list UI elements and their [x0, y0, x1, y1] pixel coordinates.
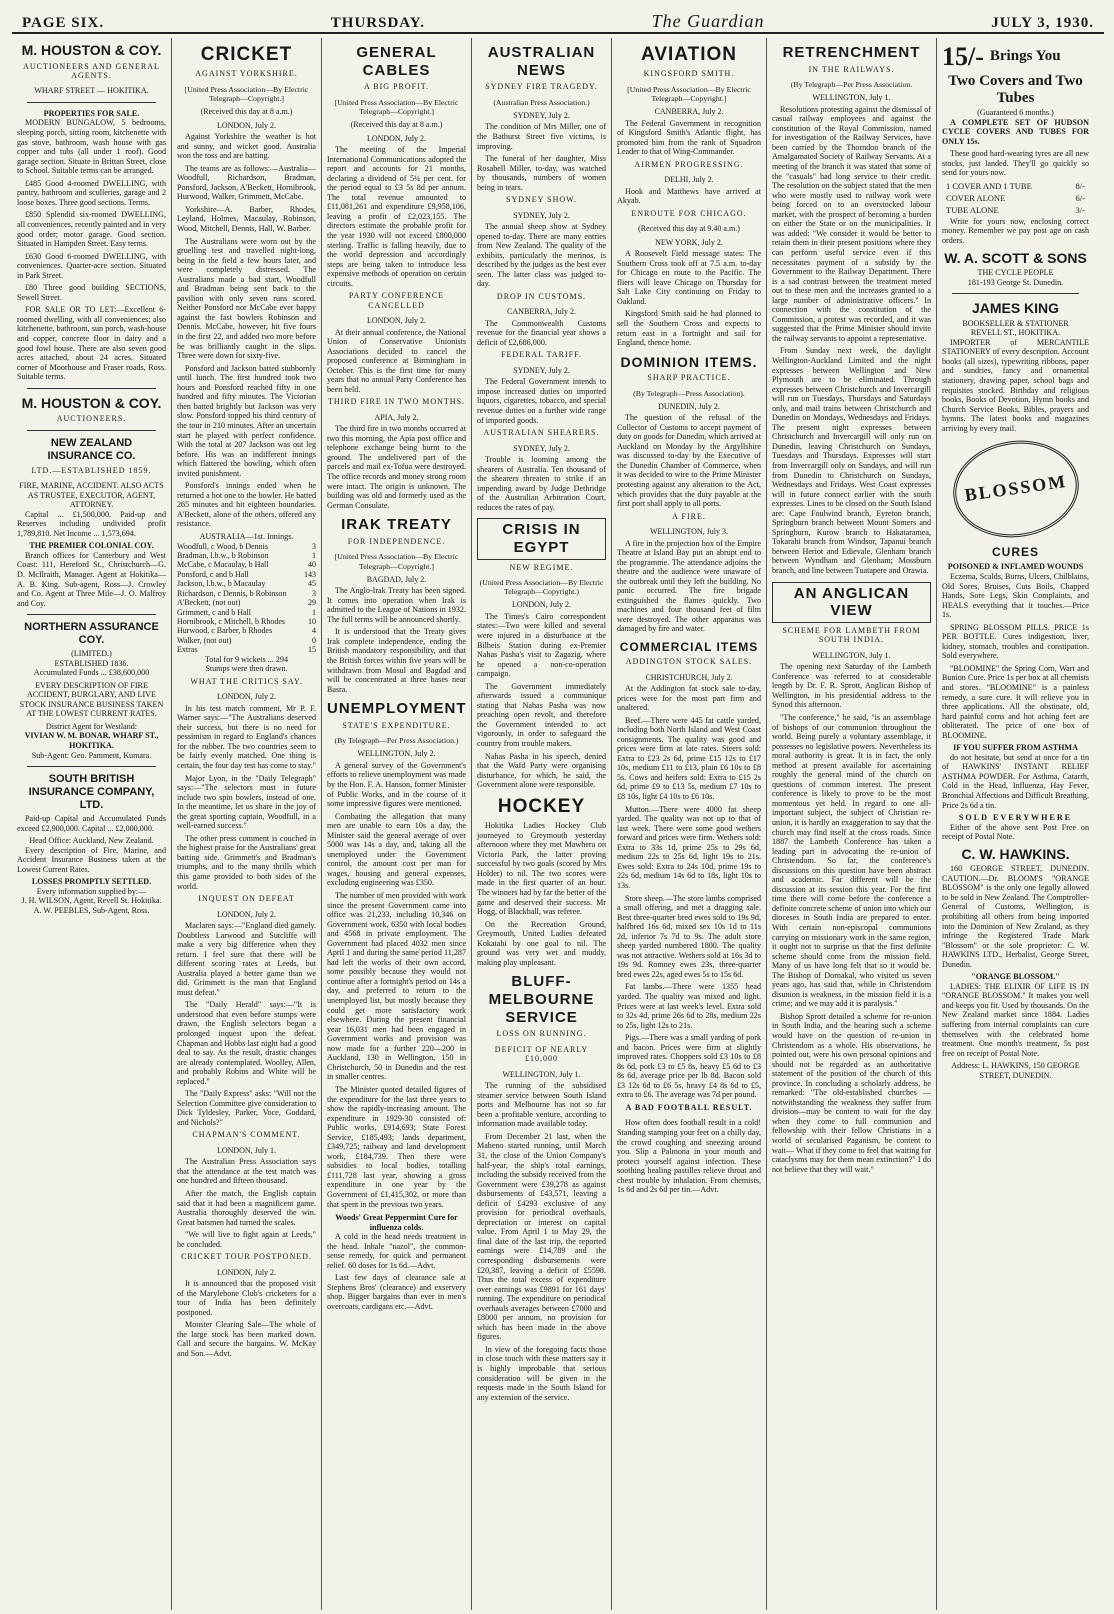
northern-text: EVERY DESCRIPTION OF FIRE ACCIDENT, BURGLARY, AND LIVE STOCK INSURANCE BUSINESS TAKEN AT THE LOWEST CURRENT RATES.	[19, 680, 164, 719]
wilson-agent: J. H. WILSON, Agent, Revell St. Hokitika.	[21, 896, 162, 906]
price-row: 1 COVER AND 1 TUBE 8/-	[946, 180, 1085, 191]
paragraph: The condition of Mrs Miller, one of the Bathurst Street five victims, is improving.	[477, 122, 606, 151]
football-heading: A BAD FOOTBALL RESULT.	[625, 1102, 753, 1112]
score-heading: AUSTRALIA—1st. Innings.	[199, 531, 294, 541]
paragraph: The Australian Press Association says that the attendance at the test match was one hundred and fifteen thousand.	[177, 1157, 316, 1186]
paragraph: Ponsford's innings ended when he returned a hot one to the bowler. He batted 265 minutes and hit eighteen boundaries. A'Beckett, alone of the others, offered any resistance.	[177, 481, 316, 529]
paragraph: After the match, the English captain said that it had been a magnificent game. Australia thoroughly deserved the win. Great batsmen had turned the scales.	[177, 1189, 316, 1227]
dateline: LONDON, July 2.	[366, 133, 427, 143]
paragraph: Ponsford and Jackson batted stubbornly until lunch. The first hundred took two hours and Ponsford reached fifty in one hundred and fifty minutes. The Victorian then batted brightly but Jackson was very slow. Ponsford topped his third century of the tour in 210 minutes. After an uncertain start he played with perfect confidence. With the total at 207 Jackson was out leg before. His was an indifferent innings which flattered the bowling, which often invited punishment.	[177, 363, 316, 478]
dateline: APIA, July 2.	[374, 412, 419, 422]
column-ads-right	[937, 38, 1094, 1610]
paragraph: Hokitika Ladies Hockey Club journeyed to Greymouth yesterday afternoon where they met Mawhera on Victoria Park, the latter proving successful by two goals (scored by Mrs Holder) to nil. The two scores were made in the first quarter of an hour. The winners had by far the better of the game and deserved their success. Mr Hogg, of Blackball, was referee.	[477, 821, 606, 917]
aviation-sub: KINGSFORD SMITH.	[643, 69, 735, 79]
score-row: Hurwood, c Barber, b Rhodes 4	[177, 626, 316, 636]
paragraph: The funeral of her daughter, Miss Rosabell Miller, to-day, was watched by thousands, numbers of women being in tears.	[477, 154, 606, 192]
dateline: SYDNEY, July 2.	[513, 365, 570, 375]
props-heading: PROPERTIES FOR SALE.	[43, 108, 140, 118]
stumps: Stumps were then drawn.	[205, 664, 288, 674]
paragraph: The Federal Government in recognition of Kingsford Smith's Atlantic flight, has promoted him from the rank of Squadron Leader to that of Wing-Commander.	[617, 118, 761, 157]
retrenchment-sub: IN THE RAILWAYS.	[808, 64, 895, 74]
nz-insurance-capital: Capital ... £1,500,000. Paid-up and Reserves including undivided profit 1,789,810. Net Income ... 1,573,694.	[17, 509, 166, 538]
nz-insurance-title: NEW ZEALAND INSURANCE CO.	[47, 436, 136, 462]
nz-insurance-sub: LTD.—ESTABLISHED 1859.	[31, 465, 152, 475]
asthma-text: do not hesitate, but send at once for a tin of HAWKINS' INSTANT RELIEF ASTHMA POWDER. For Asthma, Catarrh, Cold in the Head, Influenza, Hay Fever, Bronchial Affections and Difficult Breathing. Price 2s 6d a tin.	[942, 752, 1089, 810]
tariff-heading: FEDERAL TARIFF.	[501, 350, 582, 360]
dateline: WELLINGTON, July 3.	[649, 527, 729, 537]
score-row: Woodfull, c Wood, b Dennis 3	[177, 541, 316, 551]
paragraph: Kingsford Smith said he had planned to sell the Southern Cross and expects to return east in a fortnight and sail for England, thence home.	[617, 309, 761, 348]
hawkins-address: Address: L. HAWKINS, 150 GEORGE STREET, DUNEDIN.	[951, 1061, 1080, 1080]
king-text: IMPORTER of MERCANTILE STATIONERY of every description. Account books (all sizes), typewriting ribbons, paper and sundries, fancy and ornamental stationery, drawing paper, school bags and requisites stocked. Birthday and religious books, Books of Devotion, Hymn books and Church Service Books, Bibles, prayers and hymns. The latest books and magazines arriving by every mail.	[942, 337, 1089, 433]
dateline: LONDON, July 2.	[511, 600, 572, 610]
asthma-heading: IF YOU SUFFER FROM ASTHMA	[953, 743, 1078, 753]
paragraph: From December 21 last, when the Maheno started running, until March 31, the close of the Union Company's half-year, the ship's total earnings, including the subsidy received from the Government were £39,278 as against disbursements of £43,571, leaving a deficit of £4293 exclusive of any provision for periodical overhauls, depreciation or interest on capital value. From April 1 to May 29, the final date of the last trip, the reported earnings were £14,789 and the corresponding disbursements were £20,387, leaving a deficit of £5598. Thus the total excess of expenditure over earnings was £9891 for 161 days' running. The expenditure on periodical overhauls averages between £7000 and £8000 per annum, no provision for which has been made in the above figures.	[477, 1131, 606, 1342]
bloomine-text: "BLOOMINE" the Spring Corn, Wart and Bunion Cure. Price 1s per box at all chemists and stores. "BLOOMINE" is a painless remedy, a sure cure. It will relieve you in three applications. All the obstinate, old, hard painful corns and hot aching feet are obliterated. The price of one box of BLOOMINE.	[942, 663, 1089, 740]
fire-heading: THIRD FIRE IN TWO MONTHS.	[327, 397, 466, 407]
bluff-sub: LOSS ON RUNNING.	[496, 1029, 587, 1039]
received-line: (Received this day at 8 a.m.)	[350, 120, 443, 130]
fire-heading: A FIRE.	[672, 511, 706, 521]
paragraph: The Government immediately afterwards issued a communique stating that Nahas Pasha was now preaching open revolt, and therefore the Government intended to act vigorously, in order to safeguard the country from trouble makers.	[477, 681, 606, 748]
advert-text: A cold in the head needs treatment in the head. Inhale "nazol", the common-sense remedy, for quick and permanent relief. 60 doses for 1s 6d.—Advt.	[327, 1232, 466, 1270]
scott-sub: THE CYCLE PEOPLE	[977, 268, 1054, 278]
dateline: SYDNEY, July 2.	[513, 210, 570, 220]
column-general-cables	[322, 38, 472, 1610]
write-text: Write for yours now, enclosing correct money. Remember we pay post age on cash orders.	[942, 216, 1089, 246]
cures-heading: CURES	[991, 545, 1039, 560]
property-listing: £80 Three good building SECTIONS, Sewell Street.	[17, 283, 166, 302]
irak-heading: IRAK TREATY	[341, 516, 452, 534]
shearers-heading: AUSTRALIAN SHEARERS.	[483, 428, 600, 438]
northern-title: NORTHERN ASSURANCE COY.	[24, 621, 159, 647]
paragraph: The Federal Government intends to impose increased duties on imported liquors, cigarettes, tobacco, and special revenue duties on a further wide range of imported goods.	[477, 377, 606, 425]
houston-address: WHARF STREET — HOKITIKA.	[34, 86, 149, 96]
northern-sub: (LIMITED.)	[71, 649, 112, 659]
sub-agent: Sub-Agent: Geo. Pamment, Kumara.	[31, 750, 152, 760]
credit-line: (Australian Press Association.)	[493, 97, 590, 107]
paragraph: Trouble is looming among the shearers of Australia. Ten thousand of the shearers threaten to strike if an impending award by Judge Dethridge of the Australian Arbitration Court, reduces the rates of pay.	[477, 454, 606, 512]
paragraph: A Roosevelt Field message states: The Southern Cross took off at 7.5 a.m. to-day for Chicago en route to the Pacific. The fliers will leave Chicago on Thursday for Salt Lake City continuing on Friday to Oakland.	[617, 249, 761, 306]
paragraph: Maclaren says:—"England died gamely. Doubtless Larwood and Sutcliffe will make a very big difference when they return. I feel sure that there will be different scoring rates at Leeds, but Australia played a better game than we did. Grimmett is the man that England must defeat."	[177, 921, 316, 997]
tyre-guarantee: (Guaranteed 6 months.)	[977, 108, 1054, 118]
anglican-heading: AN ANGLICAN VIEW	[772, 582, 931, 623]
divider	[27, 614, 156, 615]
property-listing: £485 Good 4-roomed DWELLING, with pantry, bathroom and sculleries, garage and 2 loose boxes. Three good sections. Terms.	[17, 178, 166, 207]
paragraph: The annual sheep show at Sydney opened to-day. There are many entries from New Zealand. The quality of the exhibits, particularly the merinos, is described by the judges as the best ever seen. The latter class was judged to-day.	[477, 222, 606, 289]
dateline: CANBERRA, July 2.	[654, 107, 724, 117]
score-row: Grimmett, c and b Hall 1	[177, 607, 316, 617]
paragraph: The Times's Cairo correspondent states:—Two were killed and several were injured in a disturbance at the Bilbeis Station during ex-Premier Nahas Pasha's visit to Zagazig, where he opened a non-co-operation campaign.	[477, 611, 606, 679]
credit-line: [United Press Association—By Electric Telegraph—Copyright.]	[334, 97, 459, 116]
paragraph: The question of the refusal of the Collector of Customs to accept payment of duty on goods for Dunedin, which arrived at Auckland on Monday by the Argyllshire was discussed to-day by the Executive of the Dunedin Chamber of Commerce, when it was decided to wire to the Prime Minister protesting against any alteration to the Act, which provides that the duty payable at the first port shall apply to all ports.	[617, 413, 761, 509]
losses-settled: LOSSES PROMPTLY SETTLED.	[31, 877, 152, 887]
property-listing: MODERN BUNGALOW, 5 bedrooms, sleeping porch, sitting room, kitchenette with gas stove, bathroom, wash house with gas copper and tubs (all under 1 roof). Good garage section. Situate in Brittan Street, close to School. Suitable terms can be arranged.	[17, 118, 166, 176]
houston-title: M. HOUSTON & COY.	[21, 42, 162, 58]
sydney-fire-sub: SYDNEY FIRE TRAGEDY.	[485, 82, 598, 92]
cricket-heading: CRICKET	[200, 44, 293, 65]
paragraph: Yorkshire—A. Barber, Rhodes, Leyland, Holmes, Macaulay, Robinson, Wood, Mitchell, Dennis, Hall, W. Barber.	[177, 204, 316, 234]
paragraph: Bishop Sprott detailed a scheme for re-union in South India, and the hearing such a scheme would have on the question of re-union in Christendom as a whole. His observations, he pointed out, were his own personal opinions and should not be regarded as an authoritative statement of the position of the church of this province. In concluding a scholarly address, he remarked: "The old-established churches —notwithstanding the weakness they suffer from division—may be content to wait for the day when they come to full communion and fellowship with their fellow Christians in a world of secularised Paganism, be content to wait— What if they come to feel that waiting for cataclysms may for them mean extinction?" I do not believe that they will wait."	[772, 1011, 931, 1174]
paragraph: It is announced that the proposed visit of the Marylebone Club's cricketers for a tour of India has been definitely postponed.	[177, 1279, 316, 1317]
bluff-heading: BLUFF-MELBOURNE SERVICE	[488, 973, 595, 1026]
ladies-text: LADIES: THE ELIXIR OF LIFE IS IN "ORANGE BLOSSOM." It makes you well and keeps you fit. Used by thousands. On the New Zealand market since 1884. Ladies suffering from internal complaints can cure themselves with the celebrated home treatment. One month's treatment, 5s post free on receipt of Postal Note.	[942, 981, 1089, 1058]
egypt-sub: NEW REGIME.	[509, 562, 574, 572]
credit-line: [United Press Association—By Electric Telegraph—Copyright.]	[334, 552, 459, 571]
paragraph: "We will live to fight again at Leeds," he concluded.	[177, 1230, 316, 1249]
scott-address: 181-193 George St. Dunedin.	[967, 277, 1064, 287]
nz-insurance-line: FIRE, MARINE, ACCIDENT. ALSO ACTS AS TRUSTEE, EXECUTOR, AGENT, ATTORNEY.	[19, 481, 164, 510]
column-retrenchment	[767, 38, 937, 1610]
dateline: CHRISTCHURCH, July 2.	[645, 672, 733, 682]
either-text: Either of the above sent Post Free on receipt of Postal Note.	[942, 822, 1089, 842]
column-australian-news	[472, 38, 612, 1610]
paper-title: The Guardian	[651, 11, 765, 31]
commercial-heading: COMMERCIAL ITEMS	[619, 639, 759, 654]
cables-sub: A BIG PROFIT.	[363, 82, 430, 92]
king-address: REVELL ST., HOKITIKA.	[970, 328, 1061, 338]
unemployment-sub: STATE'S EXPENDITURE.	[342, 720, 451, 730]
dominion-heading: DOMINION ITEMS.	[620, 353, 758, 370]
paragraph: A fire in the projection box of the Empire Theatre at Island Bay put an abrupt end to the programme. The attendance adjoins the theatre and the audience were unaware of the outbreak until they left the building. No panic occurred. The fire brigade extinguished the flames quickly. Two machines and four thousand feet of film were destroyed. The other apparatus was damaged by fire and water.	[617, 538, 761, 634]
orange-blossom: "ORANGE BLOSSOM."	[971, 972, 1060, 982]
dateline: DELHI, July 2.	[664, 175, 714, 185]
paragraph: In his test match comment, Mr P. F. Warner says:—"The Australians deserved their success, but there is no need for pessimism in regard to England's chances for the rubber. The two countries seem to be fairly evenly matched. One thing is certain, the four day test has come to stay."	[177, 703, 316, 771]
general-cables-heading: GENERAL CABLES	[356, 44, 437, 79]
retrenchment-heading: RETRENCHMENT	[782, 44, 921, 61]
vivian-bonar: VIVIAN W. M. BONAR, WHARF ST., HOKITIKA.	[24, 731, 159, 750]
scorecard	[177, 542, 316, 655]
pills-text: SPRING BLOSSOM PILLS. PRICE 1s PER BOTTLE. Cures indigestion, liver, kidney, stomach, troubles and constipation. Sold everywhere.	[942, 622, 1089, 661]
paragraph: The "Daily Herald" says:—"It is understood that even before stumps were drawn, the English selectors began a prolonged inquest upon the defeat. Chapman and Hobbs last night had a good deal to say. As the result, drastic changes are already contemplated. Woolley, Allen, and probably Robins and White will be replaced."	[177, 1000, 316, 1086]
hawkins-text: 160 GEORGE STREET, DUNEDIN. CAUTION.—Dr. BLOOM'S "ORANGE BLOSSOM" is the only one legally allowed to be sold in New Zealand. The Comptroller-General of Customs, Wellington, is prohibiting all others from being imported into the Dominion of New Zealand, as they infringe the Registered Trade Mark "Blossom" or the sole proprietor: C. W. HAWKINS LTD., Herbalist, George Street, Dunedin.	[942, 864, 1089, 969]
score-row: Bradman, l.b.w., b Robinson 1	[177, 550, 316, 560]
paragraph: Mutton.—There were 4000 fat sheep yarded. The quality was not up to that of last week. There were some good wethers forward and prices were firm. Wethers sold: Extra to 33s 1d, prime 25s to 29s 6d, medium 22s to 25s 6d, light 19s to 21s. Ewes sold: Extra to 24s 10d, prime 19s to 22s 6d, medium 14s 6d to 18s, light 10s to 13s.	[617, 804, 761, 890]
poisoned-wounds: POISONED & INFLAMED WOUNDS	[947, 562, 1084, 572]
paragraph: "The conference," he said, "is an assemblage of bishops of our communion throughout the world. Being purely a voluntary assemblage, it possesses no legislative powers. Nevertheless its moral authority is great. It is in fact, the only method at present available for ascertaining roughly the general mind of the church on questions of common interest. The present conference is likely to prove to be the most momentous yet held. In regard to one all-important subject, the subject of Christian re-union, it is hardly an exaggeration to say that the church may find itself at the cross roads. Since 1887 the Lambeth Conference has taken a leading part in advocating the re-union of Christendom. So far, the conference's discussions on this question have been abstract and academic. Far different will be the discussion at its session this year. For the first time there will come before the conference a definite concrete scheme of union into which our dioceses in South India are prepared to enter. With certain non-episcopal communions carrying on missionary work in the same region, it ought not to surprise us that the first definite scheme should come from the mission field. Many of us have long felt that so it would be. The Bishop of Dornakal, who visited us seven years ago, has said that, while in Christendom disunion is weakness, in the mission field it is a crime; and we may add it is paralysis."	[772, 712, 931, 1009]
paragraph: The "Daily Express" asks: "Will not the Selection Committee give consideration to Dick Tyldesley, Parker, Voce, Goddard, and Nichols?"	[177, 1089, 316, 1127]
credit-line: (By Telegraph—Per Press Association.)	[334, 736, 459, 746]
credit-line: (United Press Association—By Electric Telegraph—Copyright.)	[479, 578, 604, 597]
scott-title: W. A. SCOTT & SONS	[944, 249, 1087, 266]
paragraph: In view of the foregoing facts those in close touch with these matters say it is highly improbable that serious consideration will be given in the requests made in the South Island for any extension of the service.	[477, 1344, 606, 1402]
paragraph: Hook and Matthews have arrived at Akyab.	[617, 186, 761, 206]
sold-everywhere: SOLD EVERYWHERE	[958, 813, 1073, 823]
paragraph: The opening next Saturday of the Lambeth Conference was referred to at considerable length by Dr. F. R. Sprott, Anglican Bishop of Wellington, in his presidential address to the Synod this afternoon.	[772, 662, 931, 710]
price-row: COVER ALONE 6/-	[946, 192, 1085, 203]
paragraph: On the Recreation Ground, Greymouth, United Ladies defeated Kokatahi by one goal to nil. The ground was very wet and muddy, making play unpleasant.	[477, 919, 606, 967]
hudson-desc: These good hard-wearing tyres are all new stocks, just landed. They'll go quickly so send for yours now.	[942, 149, 1089, 178]
houston-title-2: M. HOUSTON & COY.	[21, 394, 162, 411]
divider	[27, 102, 156, 103]
paragraph: Nahas Pasha in his speech, denied that the Wafd Party were organising disturbance, for which, he said, the Government alone were responsible.	[477, 751, 606, 790]
hawkins-title: C. W. HAWKINS.	[961, 845, 1070, 862]
king-title: JAMES KING	[971, 300, 1060, 317]
paragraph: Major Lyon, in the "Daily Telegraph" says:—"The selectors must in future include two spin bowlers, instead of one. In the meantime, let us share in the joy of the great sporting captain, Woodfull, in a well-earned success."	[177, 773, 316, 831]
credit-line: [United Press Association—By Electric Telegraph—Copyright.]	[627, 84, 751, 104]
received-line: (Received this day at 9.40 a.m.)	[638, 224, 740, 234]
paragraph: It is understood that the Treaty gives Irak complete independence, ending the British mandatory responsibility, and that the British forces within five years will be withdrawn from Mosul and Bagdad and will be concentrated at three bases near Basra.	[327, 627, 466, 694]
paragraph: The other press comment is couched in the highest praise for the Australians' great batting side. Grimmett's and Bradman's triumphs, and to the many thrills which this game provided to both sides of the world.	[177, 833, 316, 891]
paragraph: The Australians were worn out by the gruelling test and travelled night-long, being in the field a few hours later, and were completely distressed. The Australians made a bad start, Woodfull and Bradman being sent back to the pavilion with only seven runs scored. Neither Ponsford nor McCabe ever happy against the fast bowlers Robinson and Dennis. McCabe, however, hit five fours in the first 22, and added two more before he was brilliantly caught in the slips. Three were down for sixty-five.	[177, 236, 316, 361]
score-row: McCabe, c Macaulay, b Hall 40	[177, 560, 316, 570]
cures-text: Eczema, Scalds, Burns, Ulcers, Chilblains, Old Sores, Bruises, Cuts Boils, Chapped Hands, Sore Legs, Skin Complaints, and HEALS everything that it touches.—Price 1s.	[942, 571, 1089, 620]
south-british-capital: Paid-up Capital and Accumulated Funds exceed £2,900,000. Capital ... £2,000,000.	[17, 814, 166, 833]
dateline: NEW YORK, July 2.	[655, 237, 723, 247]
score-row: Ponsford, c and b Hall 143	[177, 569, 316, 579]
paragraph: The number of men provided with work since the present Government came into office was 21,233, including 10,346 on Government work, 6350 with local bodies and 4568 in private employment. The Government had placed 4032 men since April 1 and during the same period 11,287 had left the works of their own accord, some possibly because they would not continue after a fortnight's period on 14s a day, and preferred to return to the unemployed list, but mostly because they could get more satisfactory work elsewhere. During the present financial year 16,031 men had been engaged in Government works and provision was now made for a further 220—200 in Auckland, 130 in Wellington, 150 in Christchurch, 50 in Dunedin and the rest in smaller centres.	[327, 891, 466, 1082]
dateline: LONDON, July 2.	[216, 909, 277, 919]
dateline: LONDON, July 2.	[216, 1267, 277, 1277]
dateline: CANBERRA, July 2.	[507, 307, 576, 317]
tyre-price: 15/-	[942, 42, 984, 71]
unemployment-heading: UNEMPLOYMENT	[327, 700, 467, 718]
bluff-sub-2: DEFICIT OF NEARLY £10,000	[494, 1044, 589, 1064]
issue-date: JULY 3, 1930.	[991, 15, 1094, 31]
column-aviation	[612, 38, 767, 1610]
advert-text: Last few days of clearance sale at Stephens Bros' (clearance) and exservery shop. Bigger bargains than ever in men's overcoats, cardigans etc.—Advt.	[327, 1273, 466, 1311]
paragraph: The meeting of the Imperial International Communications adopted the report and accounts for 21 months, declaring a dividend of 5¼ per cent. for the period equal to £3 5s 8d per annum. The total revenue amounted to £11,081,261 and expenditure £9,958,106, leaving a profit of £2,023,155. The directors estimate the probable profit for the year 1930 will not exceed £800,000 sterling. Traffic is falling heavily, due to the world depression and accordingly steps are being taken to introduce less expensive methods of operation on certain circuits.	[327, 145, 466, 288]
south-british-text: Every description of Fire, Marine, and Accident Insurance Business taken at the Lowest Current Rates.	[17, 845, 166, 874]
dateline: BAGDAD, July 2.	[366, 574, 427, 584]
blossom-seal-icon: BLOSSOM	[946, 433, 1084, 546]
divider	[27, 766, 156, 767]
dateline: LONDON, July 2.	[216, 120, 277, 130]
dateline: WELLINGTON, July 2.	[357, 749, 436, 759]
page-number: PAGE SIX.	[22, 15, 105, 31]
anglican-sub: SCHEME FOR LAMBETH FROM SOUTH INDIA.	[782, 625, 921, 645]
hudson-text: A COMPLETE SET OF HUDSON CYCLE COVERS AND TUBES FOR ONLY 15s.	[942, 117, 1089, 146]
property-listing: £850 Splendid six-roomed DWELLING, all conveniences, recently painted and in very good order; motor garage. Good section. Situated in Hampden Street. Easy terms.	[17, 210, 166, 249]
dominion-sub: SHARP PRACTICE.	[647, 373, 731, 383]
airmen-heading: AIRMEN PROGRESSING.	[634, 159, 744, 169]
tyre-ad-header	[942, 42, 1089, 73]
masthead	[12, 8, 1104, 34]
commercial-sub: ADDINGTON STOCK SALES.	[625, 657, 753, 667]
paragraph: Store sheep.—The store lambs comprised a small offering, and met a dragging sale. Best three-quarter bred ewes sold to 19s 9d, halfbred 16s 6d, mixed sex 10s 1d to 11s 2d, inferior 7s 7d to 9s. The adult store sheep yarded numbered 1800. The quality was not attractive. Wethers sold at 16s 3d to 19s 9d. Romney ewes 23s, three-quarter bred ewes 22s, aged ewes 5s to 15s 6d.	[617, 893, 761, 979]
northern-established: ESTABLISHED 1836.	[54, 658, 129, 668]
paragraph: The Minister quoted detailed figures of the expenditure for the last three years to show the rapidly-increasing amount. The expenditure in 1929-30 consisted of: Public works, £914,693; State Forest Service, £185,493; lands department, £349,725; railway and land development work, £184,739. Then there were subsidies to local bodies, totalling £111,728 last year, showing a gross expenditure in one year by the Government of £1,415,302, or more than that spent in the previous two years.	[327, 1084, 466, 1209]
irak-sub: FOR INDEPENDENCE.	[347, 536, 446, 546]
dateline: SYDNEY, July 2.	[513, 111, 570, 120]
houston-sub: AUCTIONEERS AND GENERAL AGENTS.	[23, 61, 160, 80]
south-british-title: SOUTH BRITISH INSURANCE COMPANY, LTD.	[28, 773, 155, 812]
peebles-agent: A. W. PEEBLES, Sub-Agent, Ross.	[33, 905, 150, 915]
paragraph: Fat lambs.—There were 1355 head yarded. The quality was mixed and light. Prices were at last week's level. Extra sold to 32s 4d, prime 26s 6d to 28s, medium 22s to 25s, light 12s to 21s.	[617, 982, 761, 1030]
paragraph: The teams are as follows:—Australia—Woodfull, Richardson, Bradman, Ponsford, Jackson, A'Beckett, Hornibrook, Hurwood, Walker, Grimmett, McCabe.	[177, 163, 316, 202]
divider	[27, 430, 156, 431]
paragraph: The third fire in two months occurred at two this morning, the Apia post office and telephone exchange being burnt to the ground. The undelivered part of the parcels and mail ex-Tofua were destroyed. The office records and money strong room were intact. The origin is unknown. The building was old and formerly used as the German Consulate.	[327, 424, 466, 510]
south-british-office: Head Office: Auckland, New Zealand.	[29, 836, 154, 846]
brings-you: Brings You	[989, 48, 1061, 65]
dateline: LONDON, July 1.	[216, 1145, 277, 1155]
paragraph: At their annual conference, the National Union of Conservative Unionists Associations decided to cancel the proposed conference at Birmingham in October. This is the first time for many years that no annual Party Conference has been held.	[327, 327, 466, 394]
score-row: Jackson, l.b.w., b Macaulay 45	[177, 579, 316, 589]
paragraph: How often does football result in a cold! Standing stamping your feet on a chilly day, the crowd coughing and sneezing around you. Slip a Palmona in your mouth and protect yourself against infection. These soothing healing pastilles relieve throat and chest trouble by inhalation. From chemists, 1s 6d and 2s 6d per tin.—Advt.	[617, 1118, 761, 1195]
score-total: Total for 9 wickets ... 294	[204, 654, 289, 664]
paragraph: The running of the subsidised steamer service between South Island ports and Melbourne has not so far been a profitable venture, according to information made available today.	[477, 1081, 606, 1129]
party-heading: PARTY CONFERENCE CANCELLED	[348, 291, 445, 310]
chapman-heading: CHAPMAN'S COMMENT.	[192, 1130, 301, 1140]
dateline: WELLINGTON, July 1.	[812, 93, 891, 103]
credit-line: (By Telegraph—Press Association).	[633, 388, 745, 398]
score-row: Walker, (not out) 0	[177, 635, 316, 645]
dateline: WELLINGTON, July 1.	[502, 1069, 581, 1079]
chicago-heading: ENROUTE FOR CHICAGO.	[631, 208, 747, 218]
paragraph: Beef.—There were 445 fat cattle yarded, including both North Island and West Coast consignments. The quality was good and prices were firm at late rates. Steers sold: Extra to £23 2s 6d, prime £15 12s to £17 10s, medium £11 to £13, plain £6 10s to £8 5s. Cows and heifers sold: Extra to £15 2s 6d, prime £9 to £13 5s, medium £7 10s to £8 10s, light £4 10s to £6 10s.	[617, 715, 761, 802]
credit-line: (By Telegraph—Per Press Association.	[790, 80, 913, 90]
divider	[952, 293, 1079, 294]
branch-offices: Branch offices for Canterbury and West Coast: 111, Hereford St., Christchurch—G. D. McIlraith, Manager. Agent at Hokitika—A. B. King. Sub-agent, Ross—J. Crowley and Co. Agent at Three Mile—J. O. Malfroy and Coy.	[17, 550, 166, 608]
dateline: LONDON, July 2.	[366, 316, 427, 326]
score-row: A'Beckett, (not out) 29	[177, 598, 316, 608]
received-line: (Received this day at 8 a.m.)	[200, 107, 293, 117]
critics-heading: WHAT THE CRITICS SAY.	[190, 676, 303, 686]
property-listing: FOR SALE OR TO LET:—Excellent 6-roomed dwelling, with all conveniences; also kitchenette, bathroom, sun porch, wash-house and copper, concrete floor in dairy and a good fowl house. There are also seven good acres attached, about 24 acres. Situated corner of Moorhouse and Fraser roads, Ross. Suitable terms.	[17, 305, 166, 382]
score-row: Extras 15	[177, 645, 316, 655]
sydney-show-heading: SYDNEY SHOW.	[506, 195, 577, 205]
district-agent: District Agent for Westland:	[45, 721, 138, 731]
houston-sub-2: AUCTIONEERS.	[56, 414, 127, 424]
paragraph: At the Addington fat stock sale to-day, prices were for the most part firm and unaltered.	[617, 684, 761, 713]
score-row: Hornibrook, c Mitchell, b Rhodes 10	[177, 617, 316, 627]
paragraph: Against Yorkshire the weather is hot and sunny, and wicket good. Australia won the toss and are batting.	[177, 132, 316, 161]
king-sub: BOOKSELLER & STATIONER	[962, 318, 1069, 328]
inquest-heading: INQUEST ON DEFEAT	[198, 894, 295, 904]
tour-heading: CRICKET TOUR POSTPONED.	[181, 1252, 312, 1262]
paragraph: Combating the allegation that many men are unable to earn 10s a day, the Minister said the general average of over 5000 was 14s a day, and, taking all the unemployed under the Government control, the amount cost per man for wages, housing and general expenses, excluding engineering was £350.	[327, 811, 466, 888]
dateline: SYDNEY, July 2.	[513, 443, 570, 453]
paragraph: The Commonwealth Customs revenue for the financial year shows a deficit of £2,686,000.	[477, 318, 606, 347]
info-supplied: Every information supplied by:—	[36, 886, 147, 896]
egypt-heading: CRISIS IN EGYPT	[477, 518, 606, 559]
customs-heading: DROP IN CUSTOMS.	[496, 291, 587, 301]
paragraph: The Anglo-Irak Treaty has been signed. It comes into operation when Irak is admitted to the League of Nations in 1932. The full terms will be announced shortly.	[327, 586, 466, 624]
credit-line: [United Press Association—By Electric Telegraph—Copyright.]	[184, 84, 309, 104]
aviation-heading: AVIATION	[641, 44, 737, 65]
column-advertisements	[12, 38, 172, 1610]
dateline: LONDON, July 2.	[216, 692, 277, 702]
column-cricket	[172, 38, 322, 1610]
day: THURSDAY.	[330, 15, 425, 31]
paragraph: A general survey of the Government's efforts to relieve unemployment was made by the Hon. F. A. Hanson, former Minister of Public Works, and in the course of it some impressive figures were mentioned.	[327, 760, 466, 809]
paragraph: Pigs.—There was a small yarding of pork and bacon. Prices were firm at slightly improved rates. Choppers sold £3 10s to £8 8s 6d, pork £3 to £5 8s, heavy £5 6d to £3 8s 6d, average price per lb 8d. Bacon sold £3 12s 6d to £6 5s, heavy £4 8s 6d to £5, extra to £6. The average was 7d per pound.	[617, 1033, 761, 1100]
score-row: Richardson, c Dennis, b Robinson 3	[177, 588, 316, 598]
premier-colonial: THE PREMIER COLONIAL COY.	[29, 541, 154, 551]
price-row: TUBE ALONE 3/-	[946, 204, 1085, 215]
advert-heading: Woods' Great Peppermint Cure for influenza colds.	[335, 1213, 458, 1232]
divider	[27, 388, 156, 389]
paragraph: From Sunday next week, the daylight Wellington-Auckland Limited and the night expresses between Wellington and New Plymouth are to be eliminated. Through expresses between Christchurch and Invercargill will run on Tuesdays, Thursdays and Saturdays only, and mail trains between Christchurch and Dunedin on Mondays, Wednesdays and Fridays. The present night expresses between Christchurch and Invercargill will only run on Dunedin, leaving Christchurch on Sundays, Tuesdays and Thursdays. Expresses will start from Invercargill only on Sundays, and will run from Dunedin to Christchurch on Sundays, Wednesdays and Fridays. West Coast expresses will in future connect earlier with the south expresses. Lines to be closed on the South Island are: Cape Foulwind branch, Eyreton branch, Springburn branch between Mount Somers and Springburn, Kurow branch to Hakataramea, Tokarahi branch from Windsor, Tapanui branch between Heriot and Edievale, Glenham branch between Wyndham and Glenham; Mossburn branch, and line between Tuatapere and Orawia.	[772, 346, 931, 575]
northern-funds: Accumulated Funds ... £38,600,000	[33, 668, 150, 678]
tyre-ad-covers: Two Covers and Two Tubes	[948, 72, 1083, 107]
advert-text: Monster Clearing Sale—The whole of the large stock has been marked down. Call and secure the bargains. W. McKay and Son.—Advt.	[177, 1320, 316, 1358]
dateline: WELLINGTON, July 1.	[812, 650, 891, 660]
dateline: DUNEDIN, July 2.	[658, 401, 720, 411]
australian-news-heading: AUSTRALIAN NEWS	[487, 44, 596, 79]
property-listing: £630 Good 6-roomed DWELLING, with conveniences. Quarter-acre section. Situated in Park Street.	[17, 251, 166, 280]
paragraph: Resolutions protesting against the dismissal of casual railway employees and against the constitution of the Royal Commission, named for investigation of the Railway Services, have been carried by the Thorndon branch of the Amalgamated Society of Railway Servants. At a meeting of the branch it was stated that some of the "casuals" had long service to their credit. The resolution on the subject stated that the men who were mostly used to railway work were being forced on to an overstocked labour market, with the prospect of becoming a burden on either the State or on the municipalities. It was added: "We consider it would be better to retain them in their present positions where they can perform useful service even if this necessitates payment of a subsidy by the Government to the Railway Department. There is a sad contrast between the treatment meted out to these men and the increases granted to a large number of administrative officers." In connection with the constitution of the Commission, a protest was recorded, and it was suggested that the Prime Minister should invite the railway servants to appoint a representative.	[772, 104, 931, 343]
hockey-heading: HOCKEY	[497, 795, 586, 817]
cricket-sub: AGAINST YORKSHIRE.	[195, 69, 298, 79]
